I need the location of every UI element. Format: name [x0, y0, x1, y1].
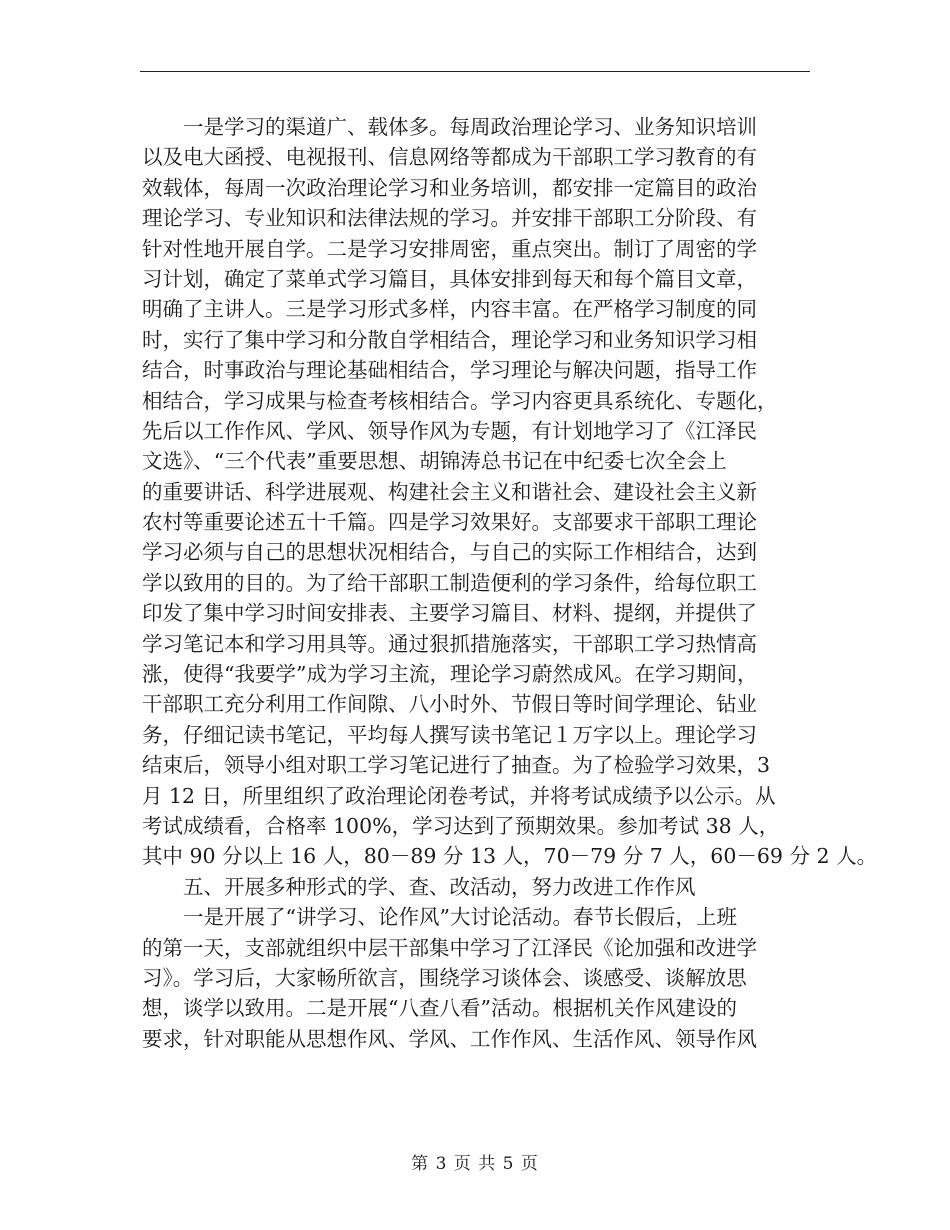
- text-line: 时，实行了集中学习和分散自学相结合，理论学习和业务知识学习相: [142, 327, 757, 352]
- text-line: 考试成绩看，合格率 100%，学习达到了预期效果。参加考试 38 人，: [142, 813, 780, 838]
- text-line: 习计划，确定了菜单式学习篇目，具体安排到每天和每个篇目文章，: [142, 266, 757, 291]
- text-line: 理论学习、专业知识和法律法规的学习。并安排干部职工分阶段、有: [142, 206, 757, 231]
- text-line: 习》。学习后，大家畅所欲言，围绕学习谈体会、谈感受、谈解放思: [142, 965, 747, 990]
- section-heading: 五、开展多种形式的学、查、改活动，努力改进工作作风: [142, 874, 696, 899]
- text-line: 学习必须与自己的思想状况相结合，与自己的实际工作相结合，达到: [142, 540, 757, 565]
- text-line: 学习笔记本和学习用具等。通过狠抓措施落实，干部职工学习热情高: [142, 631, 757, 656]
- text-line: 的第一天，支部就组织中层干部集中学习了江泽民《论加强和改进学: [142, 935, 757, 960]
- text-line: 相结合，学习成果与检查考核相结合。学习内容更具系统化、专题化，: [142, 388, 778, 413]
- text-line: 务，仔细记读书笔记，平均每人撰写读书笔记１万字以上。理论学习: [142, 722, 757, 747]
- text-line: 的重要讲话、科学进展观、构建社会主义和谐社会、建设社会主义新: [142, 479, 757, 504]
- body-text: [142, 112, 878, 1054]
- text-line: 先后以工作作风、学风、领导作风为专题，有计划地学习了《江泽民: [142, 418, 757, 443]
- text-line: 想，谈学以致用。二是开展“八查八看”活动。根据机关作风建设的: [142, 996, 737, 1021]
- text-line: 要求，针对职能从思想作风、学风、工作作风、生活作风、领导作风: [142, 1026, 757, 1051]
- text-line: 文选》、“三个代表”重要思想、胡锦涛总书记在中纪委七次全会上: [142, 449, 727, 474]
- text-line: 结合，时事政治与理论基础相结合，学习理论与解决问题，指导工作: [142, 358, 757, 383]
- page-number-footer: 第 3 页 共 5 页: [411, 1154, 539, 1174]
- text-line: 结束后，领导小组对职工学习笔记进行了抽查。为了检验学习效果，3: [142, 753, 771, 778]
- text-line: 其中 90 分以上 16 人，80－89 分 13 人，70－79 分 7 人，60－69 分 2 人。: [142, 844, 878, 869]
- text-line: 干部职工充分利用工作间隙、八小时外、节假日等时间学理论、钻业: [142, 692, 757, 717]
- text-line: 农村等重要论述五十千篇。四是学习效果好。支部要求干部职工理论: [142, 510, 757, 535]
- text-line: 涨，使得“我要学”成为学习主流，理论学习蔚然成风。在学习期间，: [142, 662, 758, 687]
- text-line: 一是学习的渠道广、载体多。每周政治理论学习、业务知识培训: [142, 115, 757, 139]
- text-line: 学以致用的目的。为了给干部职工制造便利的学习条件，给每位职工: [142, 570, 757, 595]
- text-line: 以及电大函授、电视报刊、信息网络等都成为干部职工学习教育的有: [142, 145, 757, 170]
- text-line: 一是开展了“讲学习、论作风”大讨论活动。春节长假后，上班: [142, 905, 737, 930]
- text-line: 明确了主讲人。三是学习形式多样，内容丰富。在严格学习制度的同: [142, 297, 757, 322]
- text-line: 针对性地开展自学。二是学习安排周密，重点突出。制订了周密的学: [142, 236, 757, 261]
- text-line: 印发了集中学习时间安排表、主要学习篇目、材料、提纲，并提供了: [142, 601, 757, 626]
- header-rule: [140, 71, 810, 72]
- text-line: 月 12 日，所里组织了政治理论闭卷考试，并将考试成绩予以公示。从: [142, 783, 776, 808]
- text-line: 效载体，每周一次政治理论学习和业务培训，都安排一定篇目的政治: [142, 175, 757, 200]
